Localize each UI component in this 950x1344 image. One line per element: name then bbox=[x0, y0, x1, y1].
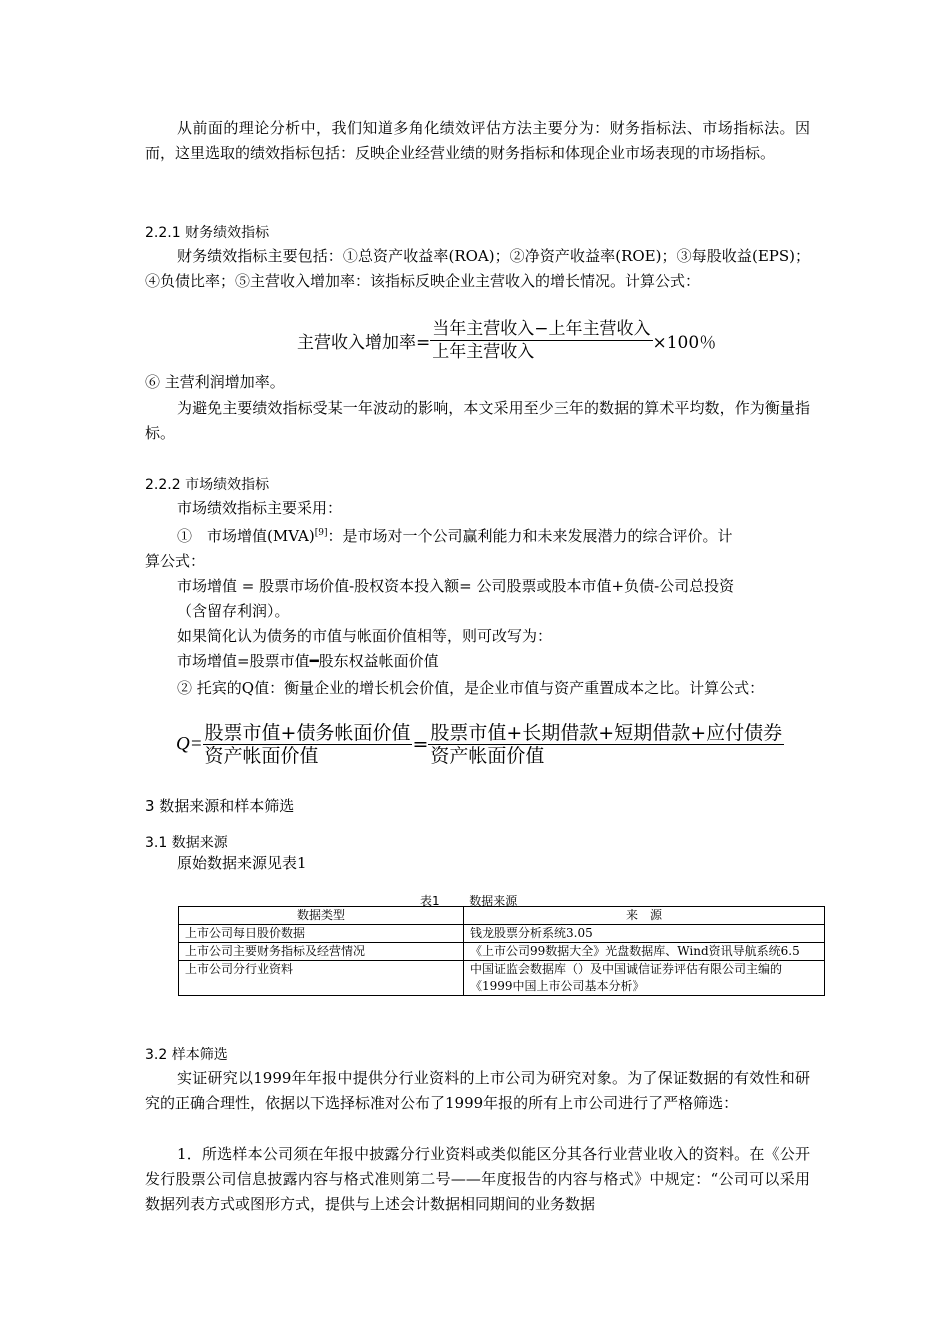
mva-formula-line1: 市场增值 = 股票市场价值-股权资本投入额= 公司股票或股本市值+负债-公司总投资 bbox=[177, 577, 735, 595]
table-header-row bbox=[179, 907, 825, 925]
averaging-paragraph: 为避免主要绩效指标受某一年波动的影响，本文采用至少三年的数据的算术平均数，作为衡量指标。 bbox=[145, 399, 810, 442]
section-2-2-2-heading: 2.2.2 市场绩效指标 bbox=[145, 477, 270, 493]
table-caption-number: 表1 bbox=[420, 894, 440, 908]
table-row bbox=[179, 943, 825, 961]
table-row bbox=[179, 925, 825, 943]
mva-continuation: 算公式： bbox=[145, 552, 206, 570]
formula-denominator: 上年主营收入 bbox=[432, 342, 535, 362]
data-source-table bbox=[178, 906, 825, 996]
mva-formula-line2: （含留存利润）。 bbox=[177, 602, 290, 620]
table-cell: 上市公司主要财务指标及经营情况 bbox=[179, 943, 464, 961]
q-denominator-2: 资产帐面价值 bbox=[430, 745, 545, 767]
table-cell: 中国证监会数据库（）及中国诚信证券评估有限公司主编的《1999中国上市公司基本分析》 bbox=[464, 961, 825, 996]
item-6: ⑥ 主营利润增加率。 bbox=[145, 373, 285, 391]
q-equals: = bbox=[412, 733, 429, 756]
table-header-source: 来 源 bbox=[464, 907, 825, 925]
mva-suffix: ：是市场对一个公司赢利能力和未来发展潜力的综合评价。计 bbox=[327, 527, 733, 545]
q-numerator-1: 股票市值+债务帐面价值 bbox=[204, 722, 411, 744]
growth-rate-formula bbox=[297, 318, 716, 363]
tobin-q-paragraph: ② 托宾的Q值：衡量企业的增长机会价值，是企业市值与资产重置成本之比。计算公式： bbox=[177, 679, 765, 697]
tobin-q-formula bbox=[176, 722, 784, 767]
intro-paragraph: 从前面的理论分析中，我们知道多角化绩效评估方法主要分为：财务指标法、市场指标法。因而，这里选取的绩效指标包括：反映企业经营业绩的财务指标和体现企业市场表现的市场指标。 bbox=[145, 119, 810, 162]
table-cell: 上市公司每日股价数据 bbox=[179, 925, 464, 943]
q-lhs: Q= bbox=[176, 733, 203, 755]
criterion-1-paragraph: 1．所选样本公司须在年报中披露分行业资料或类似能区分其各行业营业收入的资料。在《公开发行股票公司信息披露内容与格式准则第二号——年度报告的内容与格式》中规定：“公司可以采用数据列表方式或图形方式，提供与上述会计数据相同期间的业务数据 bbox=[145, 1145, 810, 1213]
mva-paragraph bbox=[145, 521, 810, 574]
formula-suffix: ×100％ bbox=[652, 333, 717, 353]
sample-selection-paragraph: 实证研究以1999年年报中提供分行业资料的上市公司为研究对象。为了保证数据的有效性和研究的正确合理性，依据以下选择标准对公布了1999年报的所有上市公司进行了严格筛选： bbox=[145, 1069, 810, 1112]
section-2-2-1-heading: 2.2.1 财务绩效指标 bbox=[145, 225, 270, 241]
q-fraction-2 bbox=[428, 722, 784, 767]
data-source-text: 原始数据来源见表1 bbox=[177, 854, 307, 872]
section-3-1-heading: 3.1 数据来源 bbox=[145, 835, 228, 851]
q-denominator-1: 资产帐面价值 bbox=[204, 745, 319, 767]
formula-fraction bbox=[430, 318, 652, 363]
table-cell: 《上市公司99数据大全》光盘数据库、Wind资讯导航系统6.5 bbox=[464, 943, 825, 961]
table-cell: 钱龙股票分析系统3.05 bbox=[464, 925, 825, 943]
market-lead: 市场绩效指标主要采用： bbox=[177, 499, 343, 517]
section-3-heading: 3 数据来源和样本筛选 bbox=[145, 797, 295, 815]
table-cell: 上市公司分行业资料 bbox=[179, 961, 464, 996]
mva-reference: [9] bbox=[314, 528, 328, 538]
table-caption-title: 数据来源 bbox=[469, 894, 518, 908]
formula-numerator: 当年主营收入−上年主营收入 bbox=[432, 319, 651, 339]
formula-lhs: 主营收入增加率= bbox=[297, 333, 431, 353]
q-fraction-1 bbox=[203, 722, 413, 767]
simplify-text: 如果简化认为债务的市值与帐面价值相等，则可改写为： bbox=[177, 627, 553, 645]
mva-prefix: ① 市场增值(MVA) bbox=[177, 527, 315, 545]
mva-simple-formula: 市场增值=股票市值━股东权益帐面价值 bbox=[177, 652, 439, 670]
table-row bbox=[179, 961, 825, 996]
section-3-2-heading: 3.2 样本筛选 bbox=[145, 1047, 228, 1063]
table-header-type: 数据类型 bbox=[179, 907, 464, 925]
q-numerator-2: 股票市值+长期借款+短期借款+应付债券 bbox=[430, 722, 783, 744]
financial-indicators-paragraph: 财务绩效指标主要包括：①总资产收益率(ROA)；②净资产收益率(ROE)；③每股收益(EPS)；④负债比率；⑤主营收入增加率：该指标反映企业主营收入的增长情况。计算公式： bbox=[145, 247, 810, 290]
